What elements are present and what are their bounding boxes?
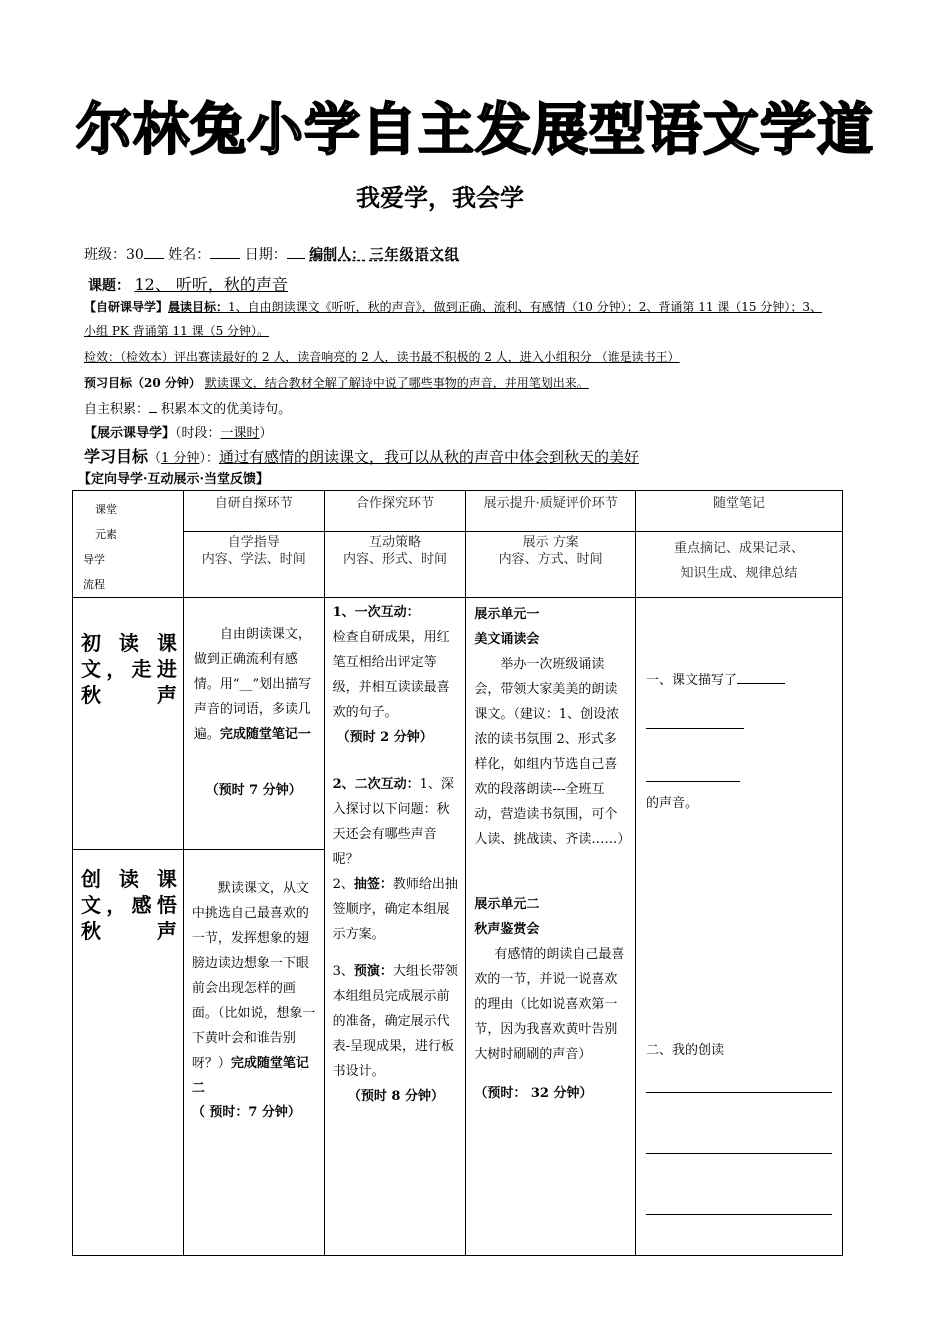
corner-line-2: 元素 (95, 528, 117, 541)
show-unit-1-name: 美文诵读会 (474, 632, 540, 647)
coop-step-3-text: 教师给出抽签顺序，确定本组展示方案。 (332, 877, 458, 942)
goal-time-suffix: ）： (199, 451, 219, 466)
learning-goal-text: 通过有感情的朗读课文，我可以从秋的声音中体会到秋天的美好 (218, 448, 639, 466)
class-label: 班级： (84, 247, 126, 263)
coop-step-1-time: （预时 2 分钟） (336, 730, 433, 745)
class-blank (144, 246, 164, 259)
goal-time-prefix: （ (148, 451, 162, 466)
sub-header-2-line-1: 互动策略 (368, 535, 421, 550)
notes-cell (635, 598, 842, 1256)
lesson-label: 课题： (88, 278, 130, 294)
self-study-goal-line-1 (84, 298, 822, 315)
corner-cell (73, 491, 184, 598)
period-value: 一课时 (220, 426, 260, 441)
self-study-2-bold: 完成随堂笔记二 (191, 1056, 309, 1096)
show-cell (466, 598, 636, 1256)
notes-item-1-end: 的声音。 (645, 796, 698, 811)
date-blank (287, 246, 305, 259)
stage-1-label: 初读课文，走进秋声 (81, 631, 177, 707)
editor-label: 编制人： (309, 247, 366, 263)
coop-step-2-text: 1、深入探讨以下问题：秋天还会有哪些声音呢？ (332, 777, 454, 867)
header-self-study (183, 491, 324, 598)
lesson-table (72, 490, 843, 1256)
sub-header-3-line-2: 内容、方式、时间 (498, 552, 603, 567)
accumulate-blank (149, 400, 157, 413)
info-line (84, 244, 460, 264)
morning-goal-text-1: 1、自由朗读课文《听听，秋的声音》，做到正确、流利、有感情（10 分钟）；2、背诵第 11 课（15 分钟）；3、 (228, 300, 823, 314)
coop-step-4-time: （预时 8 分钟） (347, 1089, 445, 1104)
header-cooperation-title: 合作探究环节 (355, 496, 434, 511)
check-text: 检效：（检效本）评出赛读最好的 2 人，读音响亮的 2 人，读书最不积极的 2 人，进入小组积分 （谁是读书王） (84, 350, 680, 364)
self-study-2-cell (183, 850, 324, 1256)
notes-blank-3 (646, 769, 740, 782)
header-notes (635, 491, 842, 598)
header-cooperation (324, 491, 466, 598)
name-blank (210, 246, 240, 259)
corner-line-3: 导学 (83, 553, 105, 566)
self-study-1-bold: 完成随堂笔记一 (219, 727, 311, 742)
accumulate-label: 自主积累： (84, 402, 150, 417)
lesson-title: 12、 听听，秋的声音 (134, 275, 288, 294)
preview-label: 预习目标（20 分钟） (84, 376, 201, 390)
sub-header-4-line-2: 知识生成、规律总结 (680, 566, 798, 581)
sub-header-1-line-1: 自学指导 (227, 535, 280, 550)
coop-step-4-title: 预演： (353, 964, 393, 979)
lesson-line (88, 272, 288, 295)
notes-blank-1 (737, 671, 785, 684)
morning-goal-text-2: 小组 PK 背诵第 11 课（5 分钟）。 (84, 324, 270, 338)
self-study-label: 【自研课导学】 (84, 300, 169, 314)
notes-blank-6 (646, 1202, 832, 1215)
stage-2-cell (73, 850, 184, 1256)
table-section-label: 【定向导学·互动展示·当堂反馈】 (78, 472, 270, 487)
sub-header-1-line-2: 内容、学法、时间 (201, 552, 306, 567)
sub-header-4-line-1: 重点摘记、成果记录、 (673, 541, 804, 556)
header-self-study-title: 自研自探环节 (214, 496, 293, 511)
period-suffix: ） (259, 426, 273, 441)
slogan: 我爱学，我会学 (356, 184, 524, 212)
class-value: 30 (126, 247, 144, 263)
coop-step-3-prefix: 2、 (332, 877, 354, 892)
self-study-2-text: 默读课文，从文中挑选自己最喜欢的一节，发挥想象的翅膀边读边想象一下眼前会出现怎样的画面。（比如说，想象一下黄叶会和谁告别呀？） (191, 881, 316, 1071)
header-notes-title: 随堂笔记 (712, 496, 765, 511)
show-unit-1-text: 举办一次班级诵读会，带领大家美美的朗读课文。（建议：1、创设浓浓的读书氛围 2、形式多样化，如组内节选自己喜欢的段落朗读---全班互动，营造读书氛围，可个人读、挑战读、齐读……） (474, 657, 631, 847)
sub-header-3-line-1: 展示 方案 (522, 535, 579, 550)
self-study-goal-line-2 (84, 322, 434, 339)
show-time: （预时： 32 分钟） (474, 1086, 593, 1101)
preview-line (84, 374, 589, 391)
show-unit-2-name: 秋声鉴赏会 (474, 922, 540, 937)
self-study-1-time: （预时 7 分钟） (205, 783, 302, 798)
coop-step-2-title: 2、二次互动： (332, 777, 420, 792)
notes-item-1: 一、课文描写了 (645, 673, 737, 688)
header-show (466, 491, 636, 598)
sub-header-2-line-2: 内容、形式、时间 (342, 552, 447, 567)
self-study-1-cell (183, 598, 324, 850)
show-unit-2-text: 有感情的朗读自己最喜欢的一节，并说一说喜欢的理由（比如说喜欢第一节，因为我喜欢黄叶告别大树时刷刷的声音） (474, 947, 625, 1062)
goal-time: 1 分钟 (161, 451, 200, 466)
learning-goal-line (84, 444, 639, 467)
notes-item-2: 二、我的创读 (645, 1043, 724, 1058)
coop-step-1-text: 检查自研成果，用红笔互相给出评定等级，并相互读读最喜欢的句子。 (332, 630, 450, 720)
accumulate-text: 积累本文的优美诗句。 (161, 402, 292, 417)
show-unit-1-title: 展示单元一 (474, 607, 540, 622)
show-lesson-label: 【展示课导学】 (84, 426, 176, 441)
corner-line-1: 课堂 (95, 503, 117, 516)
preview-text: 默读课文，结合教材全解了解诗中说了哪些事物的声音，并用笔划出来。 (204, 376, 589, 390)
coop-step-3-title: 抽签： (353, 877, 393, 892)
self-study-2-time: （ 预时：7 分钟） (191, 1105, 301, 1120)
stage-1-cell (73, 598, 184, 850)
cooperation-cell (324, 598, 466, 1256)
header-show-title: 展示提升·质疑评价环节 (483, 496, 618, 511)
coop-step-4-prefix: 3、 (332, 964, 354, 979)
corner-line-4: 流程 (83, 578, 105, 591)
stage-2-label: 创读课文，感悟秋声 (81, 867, 177, 943)
notes-blank-5 (646, 1141, 832, 1154)
self-study-1-text: 自由朗读课文，做到正确流利有感情。用“__”划出描写声音的词语，多读几遍。 (193, 627, 312, 742)
show-lesson-line (84, 422, 273, 441)
accumulate-line (84, 398, 291, 417)
coop-step-1-title: 1、一次互动： (332, 605, 420, 620)
morning-goal-label: 晨读目标： (168, 300, 229, 314)
notes-blank-2 (646, 716, 744, 729)
coop-step-4-text: 大组长带领本组组员完成展示前的准备，确定展示代表-呈现成果，进行板书设计。 (332, 964, 458, 1079)
date-label: 日期： (244, 247, 287, 263)
name-label: 姓名： (168, 247, 211, 263)
school-title: 尔林兔小学自主发展型语文学道 (76, 98, 874, 163)
editor-value: 三年级语文组 (369, 247, 460, 263)
learning-goal-label: 学习目标 (84, 447, 149, 466)
show-unit-2-title: 展示单元二 (474, 897, 540, 912)
period-prefix: （时段： (175, 426, 221, 441)
notes-blank-4 (646, 1080, 832, 1093)
check-line (84, 348, 680, 365)
